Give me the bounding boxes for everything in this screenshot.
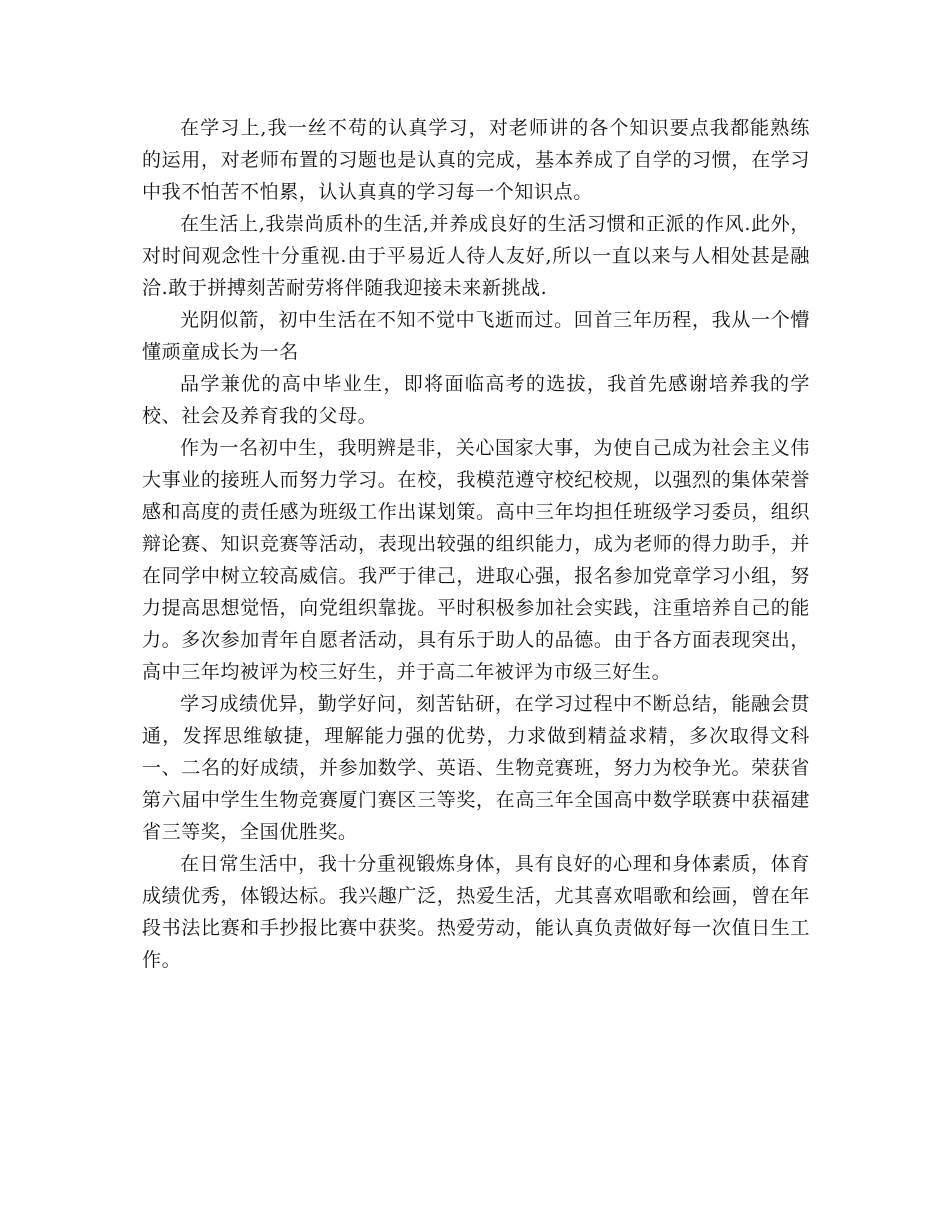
paragraph-life: 在生活上,我崇尚质朴的生活,并养成良好的生活习惯和正派的作风.此外，对时间观念性十分重视.由于平易近人待人友好,所以一直以来与人相处甚是融洽.敢于拼搏刻苦耐劳将伴随我迎接未来新挑战. <box>142 213 810 299</box>
paragraph-academic: 学习成绩优异，勤学好问，刻苦钻研，在学习过程中不断总结，能融会贯通，发挥思维敏捷，理解能力强的优势，力求做到精益求精，多次取得文科一、二名的好成绩，并参加数学、英语、生物竞赛班，努力为校争光。荣获省第六届中学生生物竞赛厦门赛区三等奖，在高三年全国高中数学联赛中获福建省三等奖，全国优胜奖。 <box>142 693 810 843</box>
document-body <box>142 112 810 976</box>
paragraph-time-passes: 光阴似箭，初中生活在不知不觉中飞逝而过。回首三年历程，我从一个懵懂顽童成长为一名 <box>142 309 810 363</box>
paragraph-graduate: 品学兼优的高中毕业生，即将面临高考的选拔，我首先感谢培养我的学校、社会及养育我的父母。 <box>142 373 810 427</box>
paragraph-daily-life: 在日常生活中，我十分重视锻炼身体，具有良好的心理和身体素质，体育成绩优秀，体锻达标。我兴趣广泛，热爱生活，尤其喜欢唱歌和绘画，曾在年段书法比赛和手抄报比赛中获奖。热爱劳动，能认真负责做好每一次值日生工作。 <box>142 853 810 971</box>
paragraph-study: 在学习上,我一丝不苟的认真学习，对老师讲的各个知识要点我都能熟练的运用，对老师布置的习题也是认真的完成，基本养成了自学的习惯，在学习中我不怕苦不怕累，认认真真的学习每一个知识点。 <box>142 117 810 203</box>
paragraph-student-role: 作为一名初中生，我明辨是非，关心国家大事，为使自己成为社会主义伟大事业的接班人而努力学习。在校，我模范遵守校纪校规，以强烈的集体荣誉感和高度的责任感为班级工作出谋划策。高中三年均担任班级学习委员，组织辩论赛、知识竞赛等活动，表现出较强的组织能力，成为老师的得力助手，并在同学中树立较高威信。我严于律己，进取心强，报名参加党章学习小组，努力提高思想觉悟，向党组织靠拢。平时积极参加社会实践，注重培养自己的能力。多次参加青年自愿者活动，具有乐于助人的品德。由于各方面表现突出，高中三年均被评为校三好生，并于高二年被评为市级三好生。 <box>142 437 810 683</box>
